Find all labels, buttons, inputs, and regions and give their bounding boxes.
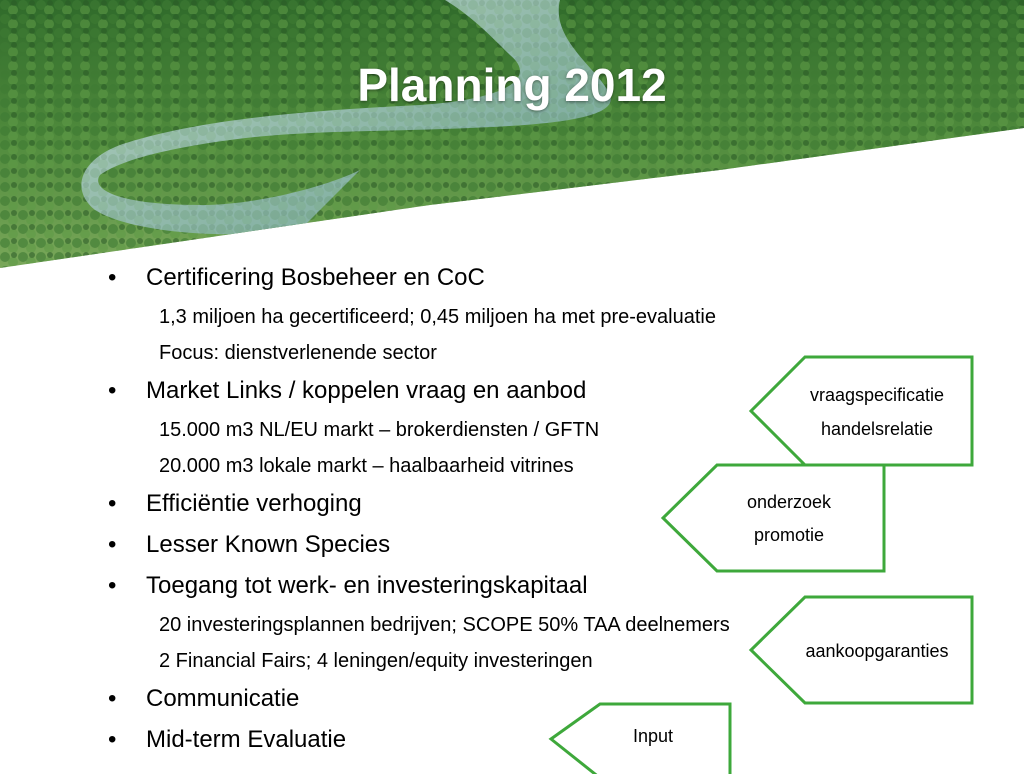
header-forest-photo (0, 0, 1024, 270)
list-subitem: 20.000 m3 lokale markt – haalbaarheid vitrines (159, 455, 574, 477)
list-subitem: 20 investeringsplannen bedrijven; SCOPE 50% TAA deelnemers (159, 614, 730, 636)
bullet-dot: • (108, 726, 117, 753)
bullet-dot: • (108, 685, 117, 712)
list-item: • Lesser Known Species (108, 528, 948, 562)
callout-shape (748, 355, 976, 467)
bullet-dot: • (108, 264, 117, 291)
list-item: • Mid-term Evaluatie (108, 723, 948, 757)
callout-label: promotie (753, 525, 825, 545)
list-item: • Market Links / koppelen vraag en aanbod (108, 374, 948, 408)
list-item: • Efficiëntie verhoging (108, 487, 948, 521)
callout-arrow-aankoopgaranties (748, 595, 976, 705)
bullet-dot: • (108, 490, 117, 517)
bullet-dot: • (108, 531, 117, 558)
slide-title: Planning 2012 (357, 59, 667, 111)
list-subitem: 1,3 miljoen ha gecertificeerd; 0,45 miljoen ha met pre-evaluatie (159, 306, 716, 328)
callout-label: Input (632, 726, 674, 746)
callout-arrow-vraagspecificatie (748, 355, 976, 467)
callout-label: handelsrelatie (820, 419, 934, 439)
list-item: • Toegang tot werk- en investeringskapitaal (108, 569, 948, 603)
bullet-dot: • (108, 377, 117, 404)
bullet-dot: • (108, 572, 117, 599)
callout-arrow-onderzoek (660, 463, 888, 573)
list-item: • Certificering Bosbeheer en CoC (108, 261, 948, 295)
callout-label: onderzoek (746, 492, 832, 512)
callout-arrow-input (548, 702, 734, 774)
list-item: • Communicatie (108, 682, 948, 716)
list-subitem: 2 Financial Fairs; 4 leningen/equity investeringen (159, 650, 593, 672)
callout-label: vraagspecificatie (809, 385, 945, 405)
callout-label: aankoopgaranties (805, 641, 949, 661)
forest-river-image (0, 0, 1024, 270)
list-subitem: 15.000 m3 NL/EU markt – brokerdiensten / GFTN (159, 419, 600, 441)
list-subitem: Focus: dienstverlenende sector (159, 342, 437, 364)
callout-shape (660, 463, 888, 573)
